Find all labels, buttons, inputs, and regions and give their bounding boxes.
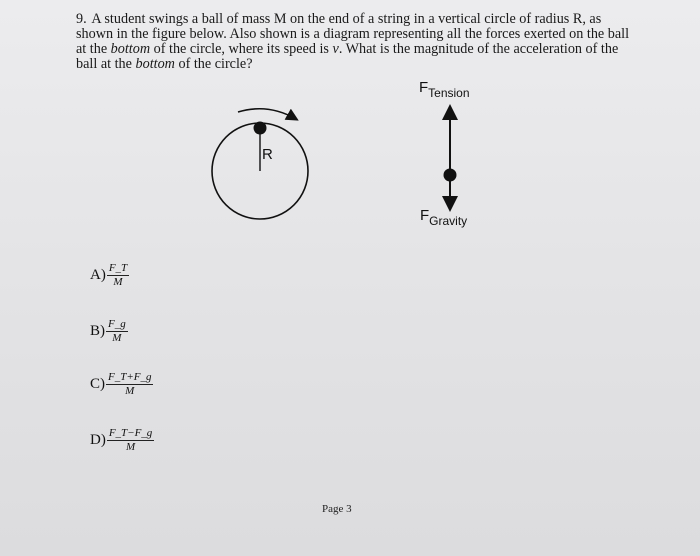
choice-label: B) xyxy=(90,323,105,339)
choice-label: D) xyxy=(90,432,106,448)
choice-fraction: $\frac{F\_T}{M}$ xyxy=(108,262,128,288)
page-number: Page 3 xyxy=(322,503,352,515)
gravity-label: $F_{Gravity}$ xyxy=(420,207,468,228)
choice-d[interactable] xyxy=(90,427,154,454)
choice-fraction: $\frac{F\_T-F\_g}{M}$ xyxy=(108,427,153,453)
question-text: 9. A student swings a ball of mass M on the end of a string in a vertical circle of radius R, as shown in the figure below. Also shown is a diagram representing all the forces exerted on the ball at the bottom of the circle, where its speed is v. What is the magnitude of the acceleration of the ball at the bottom of the circle? xyxy=(76,11,630,72)
question-number: 9. xyxy=(76,11,87,27)
fbd-ball xyxy=(444,169,457,182)
choice-a[interactable] xyxy=(90,262,129,289)
choice-fraction: $\frac{F\_g}{M}$ xyxy=(108,318,126,344)
choice-b[interactable] xyxy=(90,318,128,345)
rotation-arrow xyxy=(238,109,296,119)
choice-label: A) xyxy=(90,267,106,283)
choice-fraction: $\frac{F\_T+F\_g}{M}$ xyxy=(108,371,152,397)
choice-label: C) xyxy=(90,376,105,392)
radius-label: R xyxy=(262,146,273,163)
choice-c[interactable] xyxy=(90,371,153,398)
ball xyxy=(254,122,267,135)
tension-label: $F_{Tension}$ xyxy=(419,79,470,100)
